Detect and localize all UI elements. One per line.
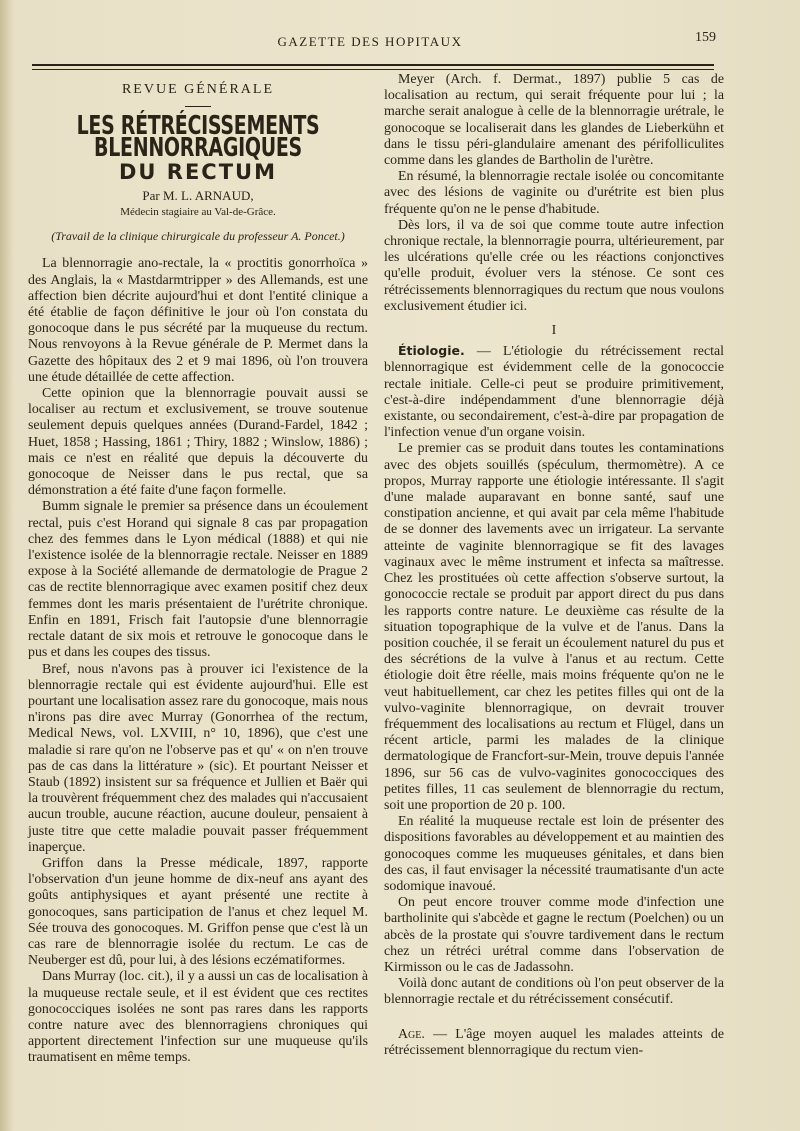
paragraph: En réalité la muqueuse rectale est loin de présenter des dispositions favorables au développement et au maintien des gonocoques comme les muqueuses génitales, et dans bien des cas, il faut envisager la nécessité traumatisante d'un acte sodomique inavoué. <box>384 814 724 894</box>
paragraph-gap <box>384 1009 724 1027</box>
title-divider <box>185 106 211 107</box>
author-affiliation: Médecin stagiaire au Val-de-Grâce. <box>120 206 276 219</box>
etiologie-text: — L'étiologie du rétrécissement rectal blennorragique est évidemment celle de la gonococcie rectale initiale. Celle-ci peut se produire primitivement, c'est-à-dire indépendamment d'une blennorragie déjà existante, ou secondairement, c'est-à-dire par propagation de l'infection venue d'un organe voisin. <box>384 344 724 441</box>
right-column <box>384 72 724 1059</box>
section-title: REVUE GÉNÉRALE <box>121 82 275 97</box>
running-title: GAZETTE DES HOPITAUX <box>277 34 463 49</box>
article-title: LES RÉTRÉCISSEMENTS BLENNORRAGIQUES <box>76 111 320 164</box>
paragraph: Dès lors, il va de soi que comme toute autre infection chronique rectale, la blennorragie pourra, ultérieurement, par les ulcérations qu'elle crée ou les réactions conjonctives qu'elle produit, évoluer vers la sténose. Ce sont ces rétrécissements blennorragiques du rectum que nous voulons exclusivement étudier ici. <box>384 217 724 314</box>
paragraph: Cette opinion que la blennorragie pouvait aussi se localiser au rectum et exclusivement, se trouve soutenue seulement depuis quelques années (Durand-Fardel, 1842 ; Huet, 1858 ; Hassing, 1861 ; Thiry, 1882 ; Winslow, 1886) ; mais ce n'est en réalité que depuis la découverte du gonocoque de Neisser dans le pus rectal, que sa démonstration a été faite d'une façon formelle. <box>28 386 368 499</box>
section-numeral: I <box>551 323 557 339</box>
page-number: 159 <box>695 30 716 45</box>
age-paragraph <box>384 1027 724 1059</box>
clinic-credit: (Travail de la clinique chirurgicale du professeur A. Poncet.) <box>51 229 345 244</box>
header-rule-thick <box>32 64 714 66</box>
paragraph: En résumé, la blennorragie rectale isolée ou concomitante avec des lésions de vaginite ou d'urétrite est bien plus fréquente qu'on ne le pense d'habitude. <box>384 169 724 217</box>
paragraph: Bref, nous n'avons pas à prouver ici l'existence de la blennorragie rectale qui est évidente aujourd'hui. Elle est pourtant une localisation assez rare du gonocoque, mais nous n'irons pas dire avec Murray (Gonorrhea of the rectum, Medical News, vol. LXVIII, n° 10, 1896), que c'est une maladie si rare qu'on ne l'observe pas et qu' « on n'en trouve pas de cas dans la littérature » (sic). Et pourtant Neisser et Staub (1892) insistent sur sa fréquence et Jullien et Baër qui la trouvèrent fréquemment chez des malades qui n'accusaient aucun trouble, aucune réaction, aucune douleur, pensaient à juste titre que cette maladie pouvait passer fréquemment inaperçue. <box>28 661 368 855</box>
left-column <box>28 72 368 1067</box>
paragraph: Bumm signale le premier sa présence dans un écoulement rectal, puis c'est Horand qui signale 8 cas par propagation chez des femmes dans le Lyon médical (1888) et qui nie l'existence isolée de la blennorragie rectale. Neisser en 1889 expose à la Société allemande de dermatologie de Prague 2 cas de rectite blennorragique avec examen positif chez deux femmes dont les maris présentaient de l'urétrite chronique. Enfin en 1891, Frisch fait l'autopsie d'une blennorragie rectale datant de six mois et retrouve le gonocoque dans le pus et dans les coupes des tissus. <box>28 499 368 661</box>
header-rule-thin <box>32 69 714 70</box>
paragraph: Voilà donc autant de conditions où l'on peut observer de la blennorragie rectale et du rétrécissement consécutif. <box>384 976 724 1008</box>
paragraph: Dans Murray (loc. cit.), il y a aussi un cas de localisation à la muqueuse rectale seule, et il est évident que ces rectites gonococciques isolées ne sont pas rares dans les rapports contre nature avec des blennorragiens chroniques qui apportent directement l'infection sur une muqueuse qu'ils traumatisent en même temps. <box>28 969 368 1066</box>
paragraph: Griffon dans la Presse médicale, 1897, rapporte l'observation d'un jeune homme de dix-neuf ans ayant des goûts antiphysiques et ayant présenté une rectite à gonocoques, sans participation de l'anus et chez lequel M. Sée trouva des gonocoques. M. Griffon pense que c'est là un cas rare de blennorragie isolée du rectum. Le cas de Neuberger est dû, pour lui, à des lésions eczématiformes. <box>28 855 368 969</box>
age-text: — L'âge moyen auquel les malades atteints de rétrécissement blennorragique du rectum vien- <box>384 1026 724 1058</box>
paragraph: Le premier cas se produit dans toutes les contaminations avec des objets souillés (spéculum, thermomètre). A ce propos, Murray rapporte une étiologie intéressante. Il s'agit d'une malade auparavant en bonne santé, sauf une constipation ancienne, et qui avait par cela même l'habitude de se donner des lavements avec un irrigateur. La servante atteinte de vaginite blennorragique se fit des lavages vaginaux avec le même instrument et infecta sa maîtresse. Chez les prostituées où cette affection s'observe surtout, la gonococcie rectale se produit par apport direct du pus dans les rapports contre nature. Le deuxième cas résulte de la situation topographique de la vulve et de l'anus. Dans la position couchée, il se ferait un écoulement naturel du pus et des sécrétions de la vulve à l'anus et au rectum. Cette étiologie doit être réelle, mais moins fréquente qu'on ne le veut habituellement, car chez les petites filles qui ont de la vulvo-vaginite blennorragique, on devrait trouver fréquemment des localisations au rectum et Flügel, dans un récent article, parmi les malades de la clinique dermatologique de Francfort-sur-Mein, trouve depuis l'année 1896, sur 56 cas de vulvo-vaginites gonococciques des petites filles, 11 cas seulement de blennorragie du rectum, soit une proportion de 20 p. 100. <box>384 441 724 813</box>
author-line: Par M. L. ARNAUD, <box>142 187 254 203</box>
etiologie-paragraph <box>384 343 724 441</box>
article-subtitle: DU RECTUM <box>119 159 277 184</box>
etiologie-heading: Étiologie. <box>398 343 465 359</box>
page-header <box>0 28 800 58</box>
age-heading: Age. <box>398 1026 425 1042</box>
paragraph: La blennorragie ano-rectale, la « proctitis gonorrhoïca » des Anglais, la « Mastdarmtripper » des Allemands, est une affection bien décrite aujourd'hui et dont l'entité clinique a été établie de façon définitive le jour où l'on constata du gonocoque dans le pus sécrété par la muqueuse du rectum. Nous renvoyons à la Revue générale de P. Mermet dans la Gazette des hôpitaux des 2 et 9 mai 1896, où l'on trouvera une étude détaillée de cette affection. <box>28 256 368 385</box>
paragraph: Meyer (Arch. f. Dermat., 1897) publie 5 cas de localisation au rectum, qui serait fréquente pour lui ; la marche serait analogue à celle de la blennorragie urétrale, le gonocoque se localiserait dans les glandes de Lieberkühn et dans le tissu péri-glandulaire amenant des périfolliculites comme dans les glandes de Bartholin de l'urètre. <box>384 72 724 169</box>
paragraph: On peut encore trouver comme mode d'infection une bartholinite qui s'abcède et gagne le rectum (Poelchen) ou un abcès de la prostate qui s'ouvre tardivement dans le rectum chez un rétréci urétral comme dans l'observation de Kirmisson ou le cas de Jadassohn. <box>384 895 724 975</box>
